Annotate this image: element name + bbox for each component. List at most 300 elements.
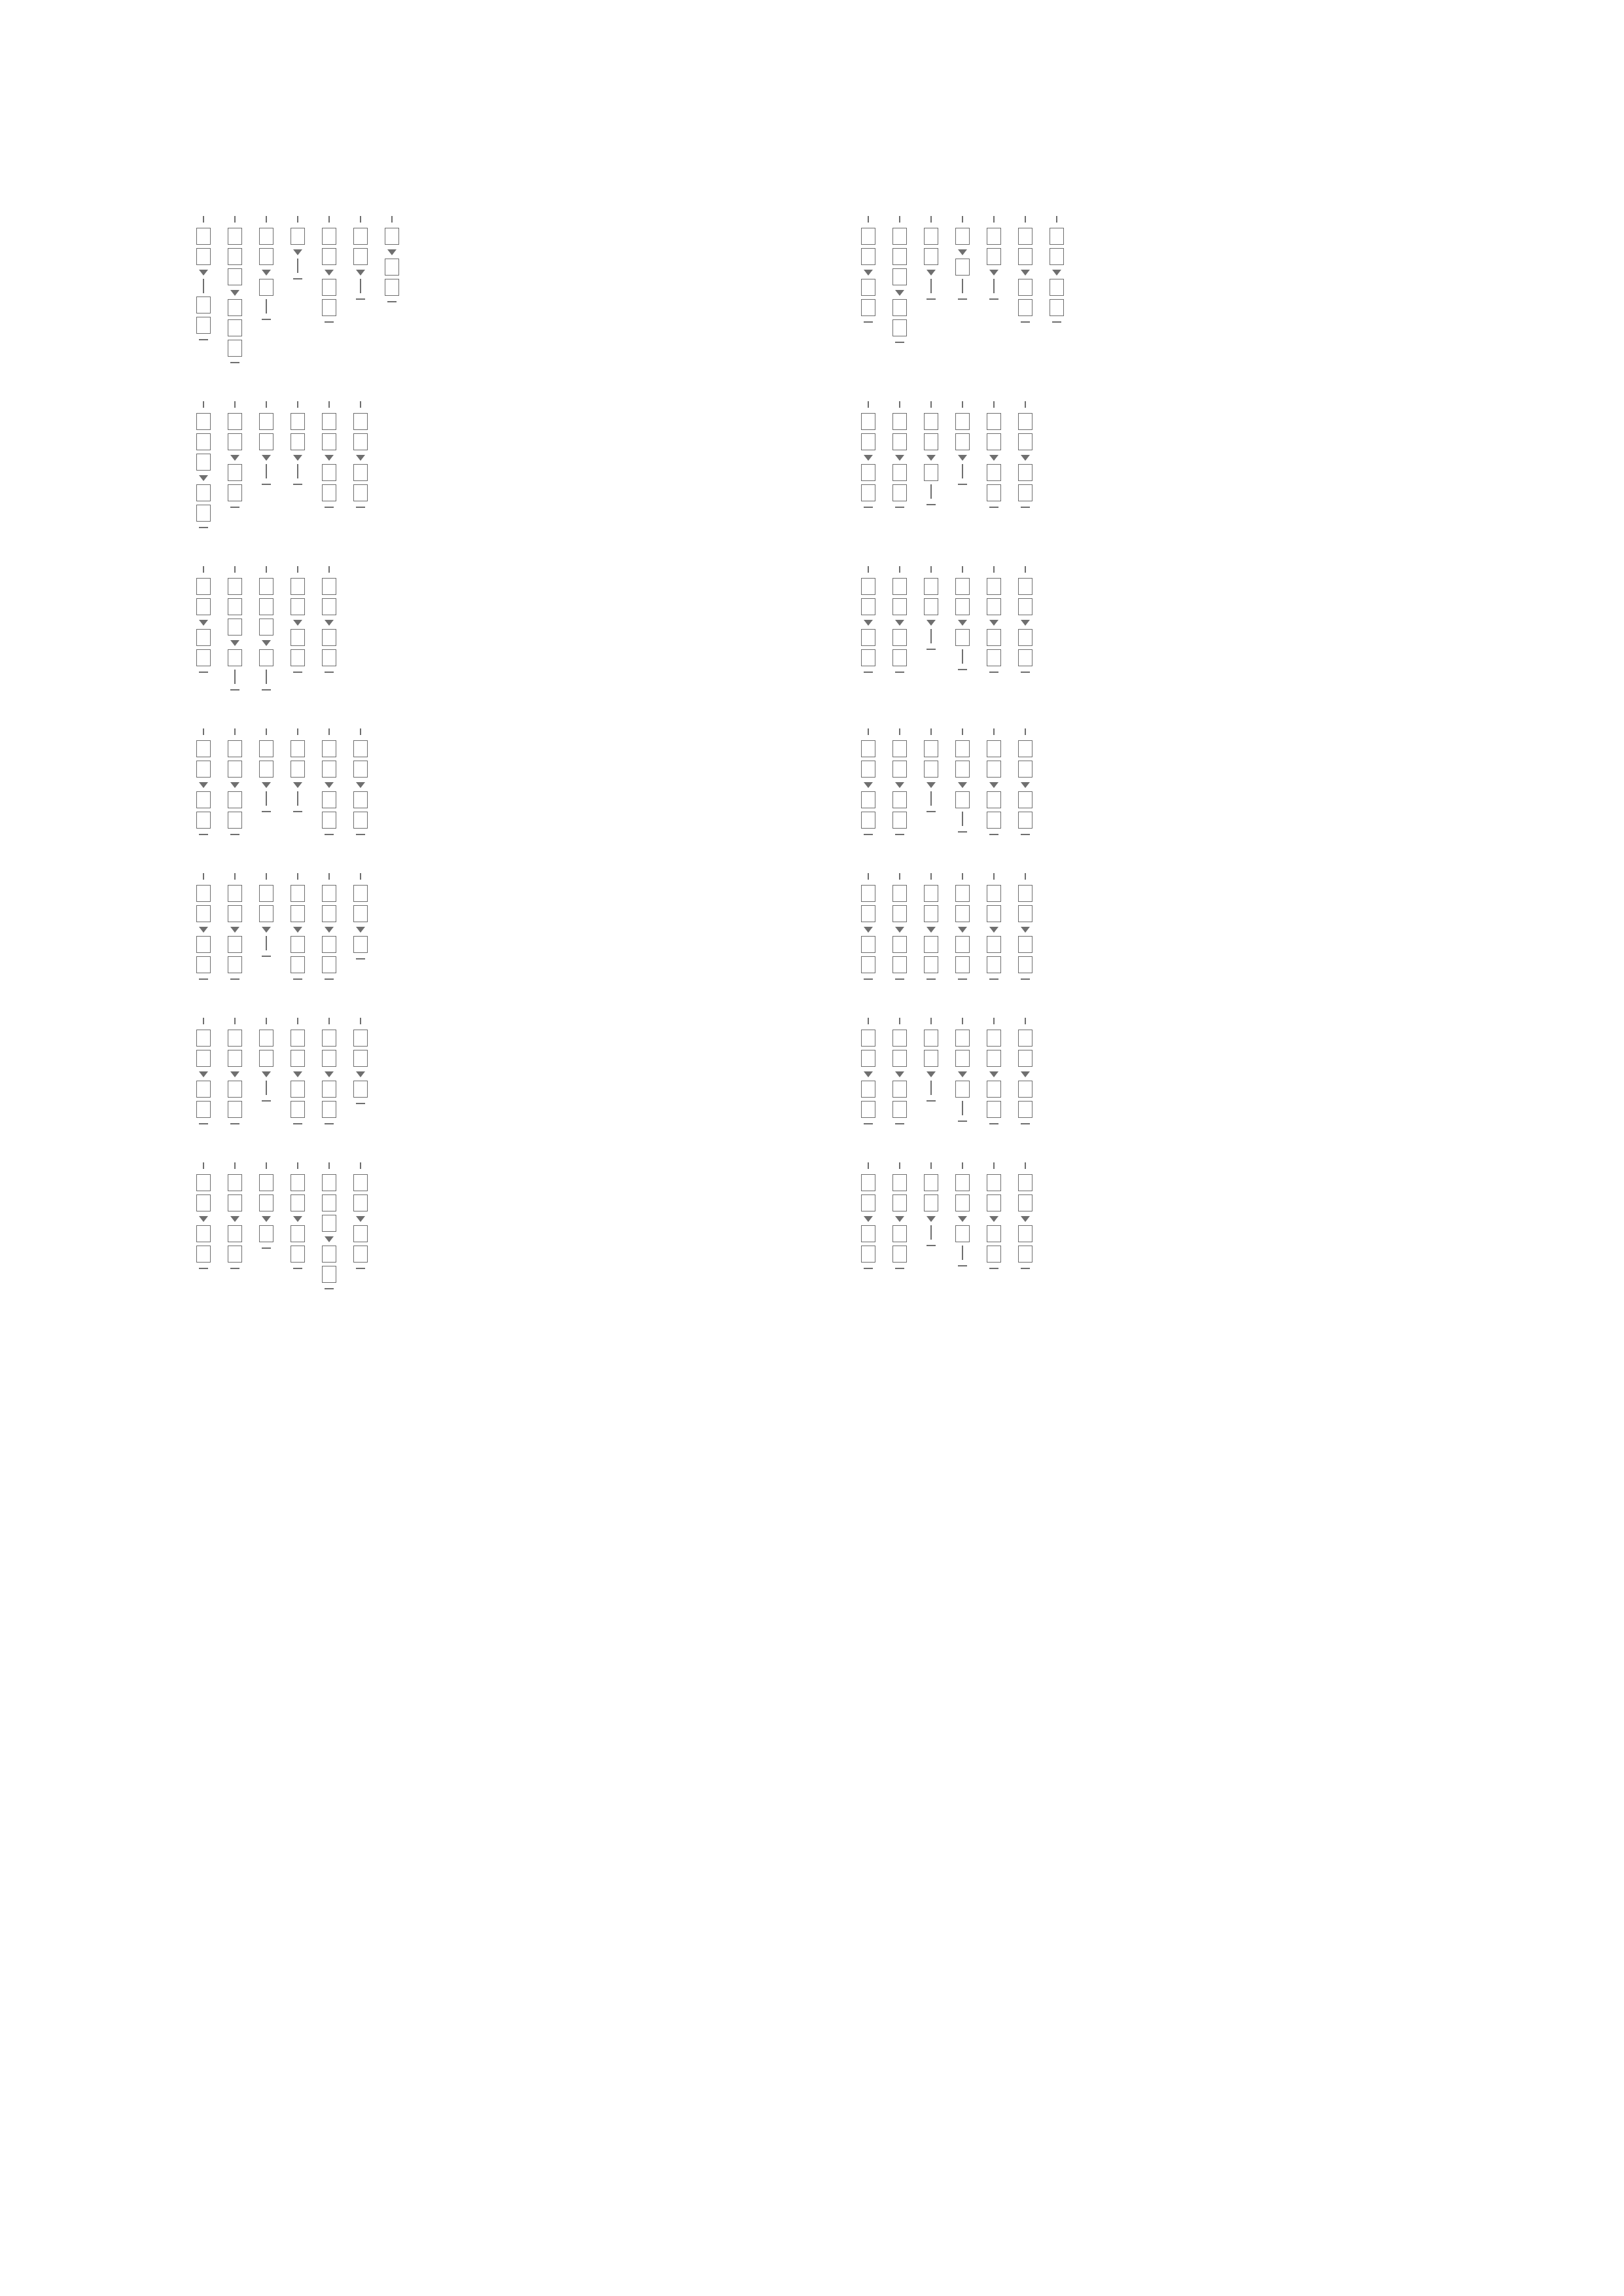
glyph-word [1018,1162,1033,1269]
placeholder-glyph [259,228,274,245]
glyph-word [228,401,242,508]
tick-mark-icon [234,216,236,223]
text-line [196,216,1428,363]
underbar-mark-icon [864,1268,873,1269]
underbar-mark-icon [199,1123,208,1124]
placeholder-glyph [987,1194,1001,1211]
placeholder-glyph [322,1194,336,1211]
glyph-word [196,873,211,980]
stroke-mark-icon [297,791,298,806]
chevron-down-icon [199,1216,208,1222]
glyph-word [861,401,875,508]
stroke-mark-icon [930,279,932,293]
glyph-word [892,401,907,508]
tick-mark-icon [360,1162,361,1169]
placeholder-glyph [861,433,875,450]
chevron-down-icon [325,1071,334,1077]
placeholder-glyph [955,956,970,973]
placeholder-glyph [987,464,1001,481]
placeholder-glyph [259,413,274,430]
chevron-down-icon [989,782,998,788]
glyph-word [861,1018,875,1124]
placeholder-glyph [291,649,305,666]
placeholder-glyph [861,1246,875,1263]
glyph-word [955,1018,970,1122]
chevron-down-icon [895,1216,904,1222]
underbar-mark-icon [387,301,397,302]
placeholder-glyph [987,1050,1001,1067]
placeholder-glyph [322,761,336,778]
placeholder-glyph [322,578,336,595]
glyph-word [322,1162,336,1289]
underbar-mark-icon [293,1268,302,1269]
chevron-down-icon [864,1216,873,1222]
placeholder-glyph [892,484,907,501]
underbar-mark-icon [927,978,936,980]
underbar-mark-icon [989,1123,998,1124]
chevron-down-icon [230,290,239,296]
placeholder-glyph [861,1101,875,1118]
placeholder-glyph [861,740,875,757]
tick-mark-icon [234,728,236,735]
glyph-word [291,1162,305,1269]
placeholder-glyph [955,598,970,615]
placeholder-glyph [924,1030,938,1047]
glyph-word [955,401,970,485]
tick-mark-icon [930,1162,932,1169]
placeholder-glyph [955,1050,970,1067]
placeholder-glyph [291,761,305,778]
placeholder-glyph [322,464,336,481]
placeholder-glyph [1018,1225,1033,1242]
tick-mark-icon [360,1018,361,1024]
placeholder-glyph [291,740,305,757]
underbar-mark-icon [958,831,967,833]
placeholder-glyph [228,484,242,501]
text-column-right [861,1162,1428,1289]
chevron-down-icon [989,455,998,461]
underbar-mark-icon [989,507,998,508]
text-column-right [861,1018,1428,1124]
tick-mark-icon [868,1018,869,1024]
glyph-word [892,1018,907,1124]
stroke-mark-icon [266,791,267,806]
placeholder-glyph [987,413,1001,430]
stroke-mark-icon [962,464,963,478]
placeholder-glyph [322,413,336,430]
placeholder-glyph [1018,248,1033,265]
underbar-mark-icon [1021,1123,1030,1124]
glyph-word [892,216,907,343]
placeholder-glyph [322,1174,336,1191]
placeholder-glyph [924,761,938,778]
tick-mark-icon [868,728,869,735]
glyph-word [291,1018,305,1124]
glyph-word [291,401,305,485]
underbar-mark-icon [230,1123,239,1124]
placeholder-glyph [322,740,336,757]
placeholder-glyph [924,578,938,595]
glyph-word [955,728,970,833]
placeholder-glyph [353,1225,368,1242]
placeholder-glyph [861,598,875,615]
chevron-down-icon [864,455,873,461]
placeholder-glyph [228,1101,242,1118]
placeholder-glyph [291,1246,305,1263]
stroke-mark-icon [266,1081,267,1095]
underbar-mark-icon [262,1247,271,1249]
stroke-mark-icon [993,279,995,293]
glyph-word [353,1162,368,1269]
stroke-mark-icon [266,464,267,478]
tick-mark-icon [899,1018,900,1024]
placeholder-glyph [353,464,368,481]
placeholder-glyph [196,905,211,922]
underbar-mark-icon [958,484,967,485]
placeholder-glyph [291,413,305,430]
placeholder-glyph [228,299,242,316]
placeholder-glyph [322,885,336,902]
underbar-mark-icon [230,834,239,835]
placeholder-glyph [353,433,368,450]
tick-mark-icon [328,728,330,735]
placeholder-glyph [955,259,970,276]
tick-mark-icon [1025,1018,1026,1024]
placeholder-glyph [353,228,368,245]
placeholder-glyph [1018,1030,1033,1047]
placeholder-glyph [892,905,907,922]
chevron-down-icon [958,455,967,461]
glyph-word [291,728,305,812]
glyph-word [1018,401,1033,508]
placeholder-glyph [322,1101,336,1118]
chevron-down-icon [1021,270,1030,276]
stroke-mark-icon [930,629,932,643]
placeholder-glyph [1018,228,1033,245]
stroke-mark-icon [962,812,963,826]
underbar-mark-icon [262,484,271,485]
placeholder-glyph [353,484,368,501]
placeholder-glyph [924,598,938,615]
stroke-mark-icon [930,791,932,806]
tick-mark-icon [993,728,995,735]
glyph-word [291,566,305,673]
placeholder-glyph [291,1101,305,1118]
placeholder-glyph [955,1225,970,1242]
placeholder-glyph [861,1081,875,1098]
glyph-word [259,1162,274,1249]
underbar-mark-icon [989,298,998,300]
placeholder-glyph [353,791,368,808]
placeholder-glyph [196,454,211,471]
placeholder-glyph [353,1050,368,1067]
placeholder-glyph [353,885,368,902]
placeholder-glyph [196,505,211,522]
placeholder-glyph [228,578,242,595]
placeholder-glyph [1018,936,1033,953]
placeholder-glyph [291,1194,305,1211]
chevron-down-icon [895,290,904,296]
placeholder-glyph [291,578,305,595]
underbar-mark-icon [356,834,365,835]
chevron-down-icon [1052,270,1061,276]
tick-mark-icon [266,566,267,573]
underbar-mark-icon [293,672,302,673]
tick-mark-icon [1025,216,1026,223]
chevron-down-icon [230,1216,239,1222]
placeholder-glyph [353,1194,368,1211]
placeholder-glyph [228,936,242,953]
placeholder-glyph [861,885,875,902]
underbar-mark-icon [1021,321,1030,323]
placeholder-glyph [987,905,1001,922]
placeholder-glyph [228,1246,242,1263]
text-line [196,728,1428,835]
underbar-mark-icon [927,811,936,812]
glyph-word [924,1018,938,1102]
placeholder-glyph [291,1081,305,1098]
underbar-mark-icon [293,811,302,812]
placeholder-glyph [322,1215,336,1232]
placeholder-glyph [1018,1194,1033,1211]
tick-mark-icon [962,1162,963,1169]
underbar-mark-icon [199,834,208,835]
placeholder-glyph [892,299,907,316]
glyph-word [987,728,1001,835]
text-line [196,1162,1428,1289]
placeholder-glyph [228,268,242,285]
chevron-down-icon [895,927,904,933]
tick-mark-icon [899,728,900,735]
glyph-word [987,1162,1001,1269]
placeholder-glyph [924,885,938,902]
placeholder-glyph [861,1030,875,1047]
text-column-left [196,873,763,980]
placeholder-glyph [892,578,907,595]
tick-mark-icon [391,216,393,223]
underbar-mark-icon [895,507,904,508]
placeholder-glyph [1050,228,1064,245]
tick-mark-icon [930,216,932,223]
placeholder-glyph [259,1030,274,1047]
placeholder-glyph [196,956,211,973]
chevron-down-icon [230,927,239,933]
underbar-mark-icon [293,978,302,980]
underbar-mark-icon [230,1268,239,1269]
underbar-mark-icon [958,669,967,670]
placeholder-glyph [196,629,211,646]
placeholder-glyph [924,248,938,265]
placeholder-glyph [322,484,336,501]
placeholder-glyph [353,761,368,778]
chevron-down-icon [1021,620,1030,626]
placeholder-glyph [322,598,336,615]
placeholder-glyph [987,433,1001,450]
glyph-word [955,873,970,980]
underbar-mark-icon [325,978,334,980]
tick-mark-icon [993,566,995,573]
glyph-word [228,1162,242,1269]
placeholder-glyph [987,1081,1001,1098]
tick-mark-icon [868,566,869,573]
glyph-word [259,566,274,691]
chevron-down-icon [895,1071,904,1077]
placeholder-glyph [892,1246,907,1263]
chevron-down-icon [927,782,936,788]
glyph-word [924,1162,938,1246]
placeholder-glyph [228,905,242,922]
underbar-mark-icon [262,956,271,957]
placeholder-glyph [322,279,336,296]
placeholder-glyph [196,433,211,450]
placeholder-glyph [892,1081,907,1098]
stroke-mark-icon [297,259,298,273]
placeholder-glyph [861,791,875,808]
placeholder-glyph [228,956,242,973]
placeholder-glyph [196,1101,211,1118]
chevron-down-icon [895,620,904,626]
placeholder-glyph [861,1174,875,1191]
underbar-mark-icon [262,1100,271,1102]
placeholder-glyph [291,1225,305,1242]
placeholder-glyph [892,885,907,902]
chevron-down-icon [356,1216,365,1222]
chevron-down-icon [356,927,365,933]
chevron-down-icon [864,927,873,933]
chevron-down-icon [199,475,208,481]
placeholder-glyph [892,268,907,285]
placeholder-glyph [955,1174,970,1191]
placeholder-glyph [228,761,242,778]
underbar-mark-icon [230,978,239,980]
placeholder-glyph [228,649,242,666]
placeholder-glyph [987,1246,1001,1263]
tick-mark-icon [930,873,932,880]
placeholder-glyph [892,936,907,953]
placeholder-glyph [196,228,211,245]
placeholder-glyph [196,1030,211,1047]
glyph-word [955,1162,970,1266]
tick-mark-icon [930,401,932,408]
placeholder-glyph [987,629,1001,646]
tick-mark-icon [1025,873,1026,880]
placeholder-glyph [196,296,211,314]
placeholder-glyph [1018,299,1033,316]
chevron-down-icon [230,782,239,788]
tick-mark-icon [360,873,361,880]
placeholder-glyph [924,464,938,481]
glyph-word [861,216,875,323]
glyph-word [861,728,875,835]
placeholder-glyph [196,248,211,265]
chevron-down-icon [989,1071,998,1077]
underbar-mark-icon [864,834,873,835]
glyph-word [322,728,336,835]
chevron-down-icon [927,1216,936,1222]
placeholder-glyph [987,248,1001,265]
chevron-down-icon [1021,927,1030,933]
placeholder-glyph [196,1225,211,1242]
placeholder-glyph [196,885,211,902]
tick-mark-icon [962,566,963,573]
placeholder-glyph [259,279,274,296]
glyph-word [228,873,242,980]
glyph-word [228,216,242,363]
text-column-left [196,216,763,363]
glyph-word [892,566,907,673]
glyph-word [987,401,1001,508]
placeholder-glyph [196,761,211,778]
underbar-mark-icon [895,672,904,673]
placeholder-glyph [955,1194,970,1211]
placeholder-glyph [1050,248,1064,265]
tick-mark-icon [297,401,298,408]
chevron-down-icon [293,1216,302,1222]
chevron-down-icon [325,1236,334,1242]
placeholder-glyph [196,598,211,615]
underbar-mark-icon [1021,672,1030,673]
placeholder-glyph [1018,598,1033,615]
glyph-word [1018,1018,1033,1124]
stroke-mark-icon [234,670,236,684]
chevron-down-icon [325,455,334,461]
placeholder-glyph [322,299,336,316]
placeholder-glyph [861,629,875,646]
tick-mark-icon [930,566,932,573]
placeholder-glyph [291,936,305,953]
placeholder-glyph [322,1050,336,1067]
glyph-word [892,728,907,835]
tick-mark-icon [297,1162,298,1169]
underbar-mark-icon [989,834,998,835]
placeholder-glyph [322,1246,336,1263]
tick-mark-icon [203,873,204,880]
chevron-down-icon [895,455,904,461]
text-column-right [861,566,1428,691]
tick-mark-icon [993,401,995,408]
placeholder-glyph [987,936,1001,953]
placeholder-glyph [228,248,242,265]
stroke-mark-icon [360,279,361,293]
glyph-word [892,1162,907,1269]
chevron-down-icon [293,249,302,255]
tick-mark-icon [360,216,361,223]
tick-mark-icon [234,566,236,573]
underbar-mark-icon [864,978,873,980]
stroke-mark-icon [203,279,204,293]
placeholder-glyph [228,340,242,357]
placeholder-glyph [987,956,1001,973]
underbar-mark-icon [356,1103,365,1104]
tick-mark-icon [203,1162,204,1169]
chevron-down-icon [989,1216,998,1222]
placeholder-glyph [228,1081,242,1098]
placeholder-glyph [955,791,970,808]
placeholder-glyph [955,629,970,646]
placeholder-glyph [385,228,399,245]
tick-mark-icon [962,873,963,880]
chevron-down-icon [325,270,334,276]
underbar-mark-icon [325,1288,334,1289]
placeholder-glyph [861,578,875,595]
placeholder-glyph [228,413,242,430]
text-column-right [861,216,1428,363]
tick-mark-icon [266,873,267,880]
placeholder-glyph [228,885,242,902]
chevron-down-icon [958,782,967,788]
tick-mark-icon [993,216,995,223]
placeholder-glyph [892,791,907,808]
